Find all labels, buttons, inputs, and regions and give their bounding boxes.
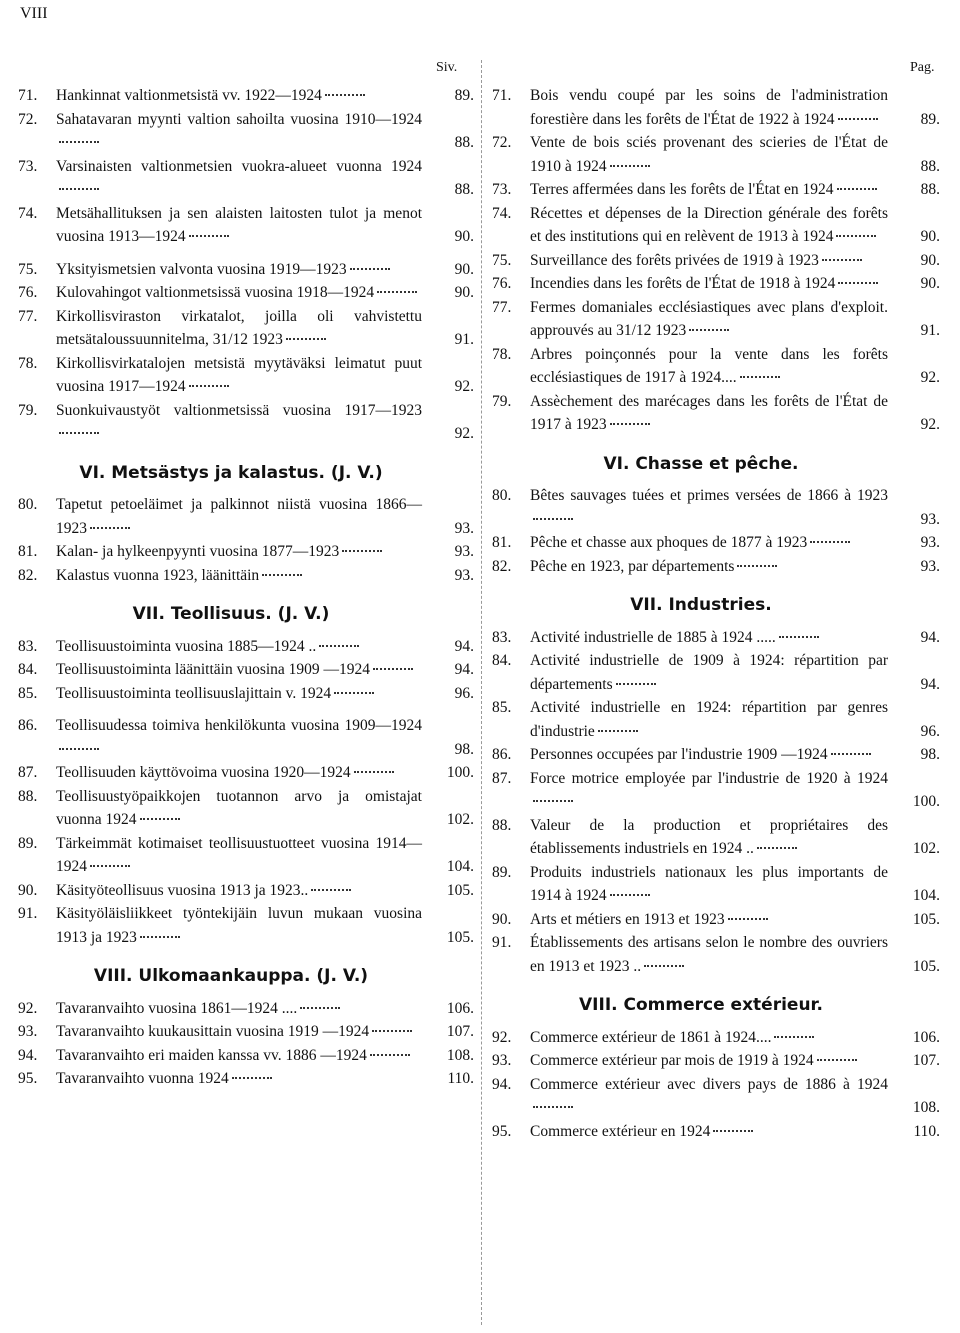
entry-title: Activité industrielle de 1885 à 1924 ..... [530, 626, 888, 650]
entry-title: Teollisuustyöpaikkojen tuotannon arvo ja omistajat vuonna 1924 [56, 787, 422, 828]
leader-dots [822, 258, 862, 261]
entry-number: 93. [492, 1052, 512, 1069]
leader-dots [838, 281, 878, 284]
entry-page-number: 94. [920, 675, 940, 693]
leader-dots [831, 752, 871, 755]
entry-page-number: 91. [454, 331, 474, 348]
entry-number: 95. [18, 1070, 38, 1087]
entry-title: Yksityismetsien valvonta vuosina 1919—1923 [56, 258, 422, 282]
entry-title: Metsähallituksen ja sen alaisten laitosten tulot ja menot vuosina 1913—1924 [56, 204, 422, 245]
toc-entry [492, 531, 940, 555]
entry-title: Pêche en 1923, par départements [530, 555, 888, 579]
leader-dots [311, 888, 351, 891]
toc-entry [492, 131, 940, 178]
entry-number: 84. [492, 652, 512, 669]
entry-title: Commerce extérieur de 1861 à 1924.... [530, 1026, 888, 1050]
leader-dots [533, 517, 573, 520]
entry-number: 81. [18, 543, 38, 560]
entry-page-number: 102. [912, 840, 940, 857]
right-page-column-header: Pag. [910, 60, 935, 75]
toc-entry [492, 343, 940, 390]
toc-entry [18, 714, 474, 761]
entry-number: 78. [492, 345, 512, 363]
entry-title: Hankinnat valtionmetsistä vv. 1922—1924 [56, 84, 422, 108]
entry-page-number: 89. [454, 87, 474, 104]
leader-dots [300, 1006, 340, 1009]
entry-number: 81. [492, 534, 512, 551]
entry-page-number: 93. [920, 534, 940, 551]
entry-number: 93. [18, 1023, 38, 1040]
toc-entry [18, 1020, 474, 1044]
entry-number: 73. [492, 181, 512, 198]
entry-page-number: 100. [912, 793, 940, 810]
entry-title: Assèchement des marécages dans les forêts de l'État de 1917 à 1923 [530, 392, 888, 433]
entry-page-number: 90. [920, 251, 940, 269]
leader-dots [140, 817, 180, 820]
entry-page-number: 88. [454, 181, 474, 198]
entry-title: Tavaranvaihto vuosina 1861—1924 .... [56, 997, 422, 1021]
entry-number: 89. [18, 834, 38, 852]
toc-entry [18, 635, 474, 659]
leader-dots [838, 117, 878, 120]
entry-number: 85. [492, 699, 512, 716]
entry-page-number: 93. [454, 566, 474, 584]
toc-entry [492, 1049, 940, 1073]
leader-dots [350, 267, 390, 270]
toc-entry [492, 1026, 940, 1050]
entry-number: 80. [18, 496, 38, 513]
finnish-contents-column [18, 84, 474, 1091]
entry-page-number: 92. [920, 416, 940, 433]
toc-entry [492, 696, 940, 743]
leader-dots [810, 540, 850, 543]
entry-page-number: 88. [920, 157, 940, 175]
entry-page-number: 90. [920, 228, 940, 245]
toc-entry [18, 879, 474, 903]
entry-number: 72. [18, 110, 38, 128]
entry-title: Tavaranvaihto vuonna 1924 [56, 1067, 422, 1091]
french-contents-column [492, 84, 940, 1143]
entry-page-number: 94. [454, 661, 474, 678]
entry-title: Teollisuustoiminta teollisuuslajittain v. 1924 [56, 682, 422, 706]
toc-entry [18, 540, 474, 564]
leader-dots [232, 1076, 272, 1079]
leader-dots [59, 431, 99, 434]
entry-page-number: 105. [446, 928, 474, 946]
entry-number: 84. [18, 661, 38, 678]
leader-dots [90, 526, 130, 529]
entry-page-number: 100. [446, 764, 474, 781]
entry-number: 87. [492, 769, 512, 787]
entry-title: Kalan- ja hylkeenpyynti vuosina 1877—1923 [56, 540, 422, 564]
entry-number: 82. [18, 566, 38, 584]
entry-number: 75. [492, 251, 512, 269]
entry-page-number: 90. [454, 228, 474, 245]
toc-entry [18, 352, 474, 399]
entry-number: 79. [18, 401, 38, 419]
entry-number: 83. [18, 637, 38, 655]
entry-page-number: 94. [920, 628, 940, 646]
leader-dots [286, 337, 326, 340]
toc-entry [18, 785, 474, 832]
entry-number: 78. [18, 354, 38, 372]
leader-dots [373, 667, 413, 670]
spacer [18, 249, 474, 258]
toc-entry [492, 272, 940, 296]
entry-number: 74. [492, 204, 512, 222]
entry-number: 71. [492, 87, 512, 104]
entry-title: Fermes domaniales ecclésiastiques avec plans d'exploit. approuvés au 31/12 1923 [530, 298, 888, 339]
entry-number: 73. [18, 157, 38, 175]
entry-title: Teollisuustoiminta vuosina 1885—1924 .. [56, 635, 422, 659]
toc-entry [18, 399, 474, 446]
entry-title: Tavaranvaihto eri maiden kanssa vv. 1886 —1924 [56, 1044, 422, 1068]
entry-number: 92. [492, 1028, 512, 1046]
leader-dots [610, 164, 650, 167]
entry-number: 94. [492, 1075, 512, 1093]
toc-entry [492, 908, 940, 932]
toc-entry [492, 931, 940, 978]
entry-title: Valeur de la production et propriétaires des établissements industriels en 1924 .. [530, 816, 888, 857]
entry-title: Commerce extérieur avec divers pays de 1886 à 1924 [530, 1073, 888, 1120]
entry-number: 72. [492, 134, 512, 151]
entry-title: Kulovahingot valtionmetsissä vuosina 1918—1924 [56, 281, 422, 305]
toc-entry [492, 1120, 940, 1144]
entry-title: Käsityöläisliikkeet työntekijäin luvun mukaan vuosina 1913 ja 1923 [56, 905, 422, 946]
entry-title: Tavaranvaihto kuukausittain vuosina 1919 —1924 [56, 1020, 422, 1044]
entry-title: Käsityöteollisuus vuosina 1913 ja 1923.. [56, 879, 422, 903]
toc-entry [18, 761, 474, 785]
leader-dots [728, 917, 768, 920]
entry-title: Kirkollisvirkatalojen metsistä myytäväksi leimatut puut vuosina 1917—1924 [56, 354, 422, 395]
toc-entry [18, 682, 474, 706]
toc-entry [18, 1067, 474, 1091]
entry-title: Varsinaisten valtionmetsien vuokra-alueet vuonna 1924 [56, 155, 422, 202]
leader-dots [610, 893, 650, 896]
entry-title: Surveillance des forêts privées de 1919 à 1923 [530, 249, 888, 273]
entry-number: 76. [492, 275, 512, 292]
entry-page-number: 107. [912, 1052, 940, 1069]
leader-dots [59, 187, 99, 190]
entry-page-number: 90. [920, 275, 940, 292]
entry-title: Teollisuudessa toimiva henkilökunta vuosina 1909—1924 [56, 714, 422, 761]
left-page-column-header: Siv. [436, 60, 458, 75]
entry-title: Tapetut petoeläimet ja palkinnot niistä vuosina 1866—1923 [56, 496, 422, 537]
entry-title: Activité industrielle en 1924: répartition par genres d'industrie [530, 699, 888, 740]
entry-title: Bois vendu coupé par les soins de l'administration forestière dans les forêts de l'État de 1922 à 1924 [530, 87, 888, 128]
toc-entry [18, 281, 474, 305]
entry-number: 77. [492, 298, 512, 316]
entry-title: Sahatavaran myynti valtion sahoilta vuosina 1910—1924 [56, 108, 422, 155]
toc-entry [492, 555, 940, 579]
entry-page-number: 108. [912, 1099, 940, 1116]
leader-dots [644, 964, 684, 967]
entry-page-number: 96. [920, 722, 940, 740]
entry-number: 94. [18, 1046, 38, 1064]
toc-entry [492, 626, 940, 650]
column-divider [481, 60, 482, 1325]
entry-number: 75. [18, 260, 38, 278]
leader-dots [325, 93, 365, 96]
toc-entry [18, 84, 474, 108]
entry-title: Commerce extérieur par mois de 1919 à 1924 [530, 1049, 888, 1073]
toc-entry [492, 249, 940, 273]
entry-page-number: 107. [446, 1023, 474, 1040]
toc-entry [492, 1073, 940, 1120]
leader-dots [189, 384, 229, 387]
leader-dots [817, 1058, 857, 1061]
entry-page-number: 90. [454, 260, 474, 278]
entry-page-number: 104. [446, 858, 474, 875]
entry-title: Suonkuivaustyöt valtionmetsissä vuosina 1917—1923 [56, 399, 422, 446]
leader-dots [342, 549, 382, 552]
entry-number: 86. [18, 717, 38, 734]
entry-page-number: 98. [920, 746, 940, 763]
section-heading: VI. Chasse et pêche. [603, 453, 799, 474]
entry-page-number: 102. [446, 811, 474, 828]
entry-page-number: 93. [454, 543, 474, 560]
entry-page-number: 110. [447, 1070, 474, 1087]
entry-page-number: 98. [454, 740, 474, 758]
toc-entry [492, 296, 940, 343]
spacer [18, 705, 474, 714]
leader-dots [90, 864, 130, 867]
entry-page-number: 93. [920, 510, 940, 528]
entry-page-number: 105. [912, 957, 940, 975]
toc-entry [18, 258, 474, 282]
entry-number: 91. [492, 934, 512, 951]
entry-number: 83. [492, 628, 512, 646]
toc-entry [18, 658, 474, 682]
entry-number: 88. [492, 816, 512, 834]
entry-page-number: 88. [920, 181, 940, 198]
leader-dots [737, 564, 777, 567]
toc-entry [18, 902, 474, 949]
entry-title: Arts et métiers en 1913 et 1923 [530, 908, 888, 932]
entry-page-number: 108. [446, 1046, 474, 1064]
toc-entry [18, 202, 474, 249]
entry-title: Arbres poinçonnés pour la vente dans les forêts ecclésiastiques de 1917 à 1924.... [530, 345, 888, 386]
toc-entry [492, 767, 940, 814]
entry-number: 80. [492, 487, 512, 504]
entry-page-number: 92. [454, 378, 474, 395]
leader-dots [689, 328, 729, 331]
entry-number: 86. [492, 746, 512, 763]
entry-title: Teollisuustoiminta läänittäin vuosina 1909 —1924 [56, 658, 422, 682]
toc-entry [492, 649, 940, 696]
section-heading: VII. Industries. [630, 595, 772, 615]
leader-dots [334, 691, 374, 694]
entry-number: 91. [18, 905, 38, 922]
entry-page-number: 89. [920, 110, 940, 128]
entry-number: 95. [492, 1122, 512, 1140]
entry-page-number: 93. [454, 519, 474, 537]
entry-title: Bêtes sauvages tuées et primes versées de 1866 à 1923 [530, 484, 888, 531]
leader-dots [740, 375, 780, 378]
leader-dots [533, 1105, 573, 1108]
entry-number: 71. [18, 87, 38, 104]
section-heading: VII. Teollisuus. (J. V.) [132, 604, 330, 624]
entry-title: Activité industrielle de 1909 à 1924: répartition par départements [530, 652, 888, 693]
entry-title: Pêche et chasse aux phoques de 1877 à 1923 [530, 531, 888, 555]
leader-dots [713, 1129, 753, 1132]
entry-page-number: 91. [920, 322, 940, 339]
entry-number: 92. [18, 999, 38, 1017]
entry-title: Kalastus vuonna 1923, läänittäin [56, 564, 422, 588]
leader-dots [370, 1053, 410, 1056]
entry-number: 82. [492, 557, 512, 575]
toc-entry [492, 743, 940, 767]
entry-page-number: 106. [912, 1028, 940, 1046]
entry-page-number: 90. [454, 284, 474, 301]
entry-title: Établissements des artisans selon le nombre des ouvriers en 1913 et 1923 .. [530, 934, 888, 975]
entry-page-number: 105. [446, 881, 474, 899]
entry-number: 74. [18, 204, 38, 222]
toc-entry [18, 493, 474, 540]
entry-page-number: 92. [920, 369, 940, 386]
leader-dots [757, 846, 797, 849]
entry-number: 90. [18, 881, 38, 899]
toc-entry [18, 997, 474, 1021]
toc-entry [18, 155, 474, 202]
toc-entry [492, 861, 940, 908]
leader-dots [372, 1029, 412, 1032]
leader-dots [189, 234, 229, 237]
entry-title: Kirkollisviraston virkatalot, joilla oli vahvistettu metsätaloussuunnitelma, 31/12 1923 [56, 307, 422, 348]
leader-dots [262, 573, 302, 576]
entry-title: Vente de bois sciés provenant des scieries de l'État de 1910 à 1924 [530, 134, 888, 175]
leader-dots [779, 635, 819, 638]
section-heading: VIII. Ulkomaankauppa. (J. V.) [93, 966, 369, 986]
leader-dots [140, 935, 180, 938]
entry-title: Tärkeimmät kotimaiset teollisuustuotteet vuosina 1914—1924 [56, 834, 422, 875]
entry-number: 76. [18, 284, 38, 301]
leader-dots [610, 422, 650, 425]
entry-number: 77. [18, 307, 38, 325]
entry-title: Teollisuuden käyttövoima vuosina 1920—1924 [56, 761, 422, 785]
page-number: VIII [20, 5, 48, 22]
toc-entry [492, 84, 940, 131]
entry-page-number: 88. [454, 134, 474, 151]
entry-title: Personnes occupées par l'industrie 1909 —1924 [530, 743, 888, 767]
leader-dots [774, 1035, 814, 1038]
entry-page-number: 94. [454, 637, 474, 655]
entry-number: 85. [18, 684, 38, 702]
leader-dots [598, 729, 638, 732]
entry-number: 87. [18, 764, 38, 781]
leader-dots [377, 290, 417, 293]
toc-entry [492, 202, 940, 249]
leader-dots [837, 187, 877, 190]
entry-page-number: 104. [912, 887, 940, 904]
leader-dots [59, 747, 99, 750]
entry-page-number: 110. [913, 1122, 940, 1140]
entry-page-number: 105. [912, 910, 940, 928]
leader-dots [59, 140, 99, 143]
leader-dots [319, 644, 359, 647]
leader-dots [836, 234, 876, 237]
toc-entry [18, 305, 474, 352]
toc-entry [492, 390, 940, 437]
entry-page-number: 96. [454, 684, 474, 702]
entry-number: 90. [492, 910, 512, 928]
entry-title: Récettes et dépenses de la Direction générale des forêts et des institutions qui en relèvent de 1913 à 1924 [530, 204, 888, 245]
entry-page-number: 93. [920, 557, 940, 575]
toc-entry [492, 178, 940, 202]
entry-title: Produits industriels nationaux les plus importants de 1914 à 1924 [530, 863, 888, 904]
leader-dots [354, 770, 394, 773]
toc-entry [18, 1044, 474, 1068]
leader-dots [533, 799, 573, 802]
entry-title: Force motrice employée par l'industrie de 1920 à 1924 [530, 767, 888, 814]
toc-entry [492, 484, 940, 531]
entry-title: Commerce extérieur en 1924 [530, 1120, 888, 1144]
entry-number: 88. [18, 787, 38, 805]
toc-entry [492, 814, 940, 861]
toc-entry [18, 564, 474, 588]
toc-entry [18, 832, 474, 879]
entry-page-number: 106. [446, 999, 474, 1017]
leader-dots [616, 682, 656, 685]
entry-page-number: 92. [454, 425, 474, 442]
entry-number: 89. [492, 863, 512, 881]
entry-title: Terres affermées dans les forêts de l'État en 1924 [530, 178, 888, 202]
toc-entry [18, 108, 474, 155]
section-heading: VI. Metsästys ja kalastus. (J. V.) [79, 462, 383, 483]
section-heading: VIII. Commerce extérieur. [579, 995, 823, 1015]
entry-number: 79. [492, 392, 512, 410]
entry-title: Incendies dans les forêts de l'État de 1918 à 1924 [530, 272, 888, 296]
